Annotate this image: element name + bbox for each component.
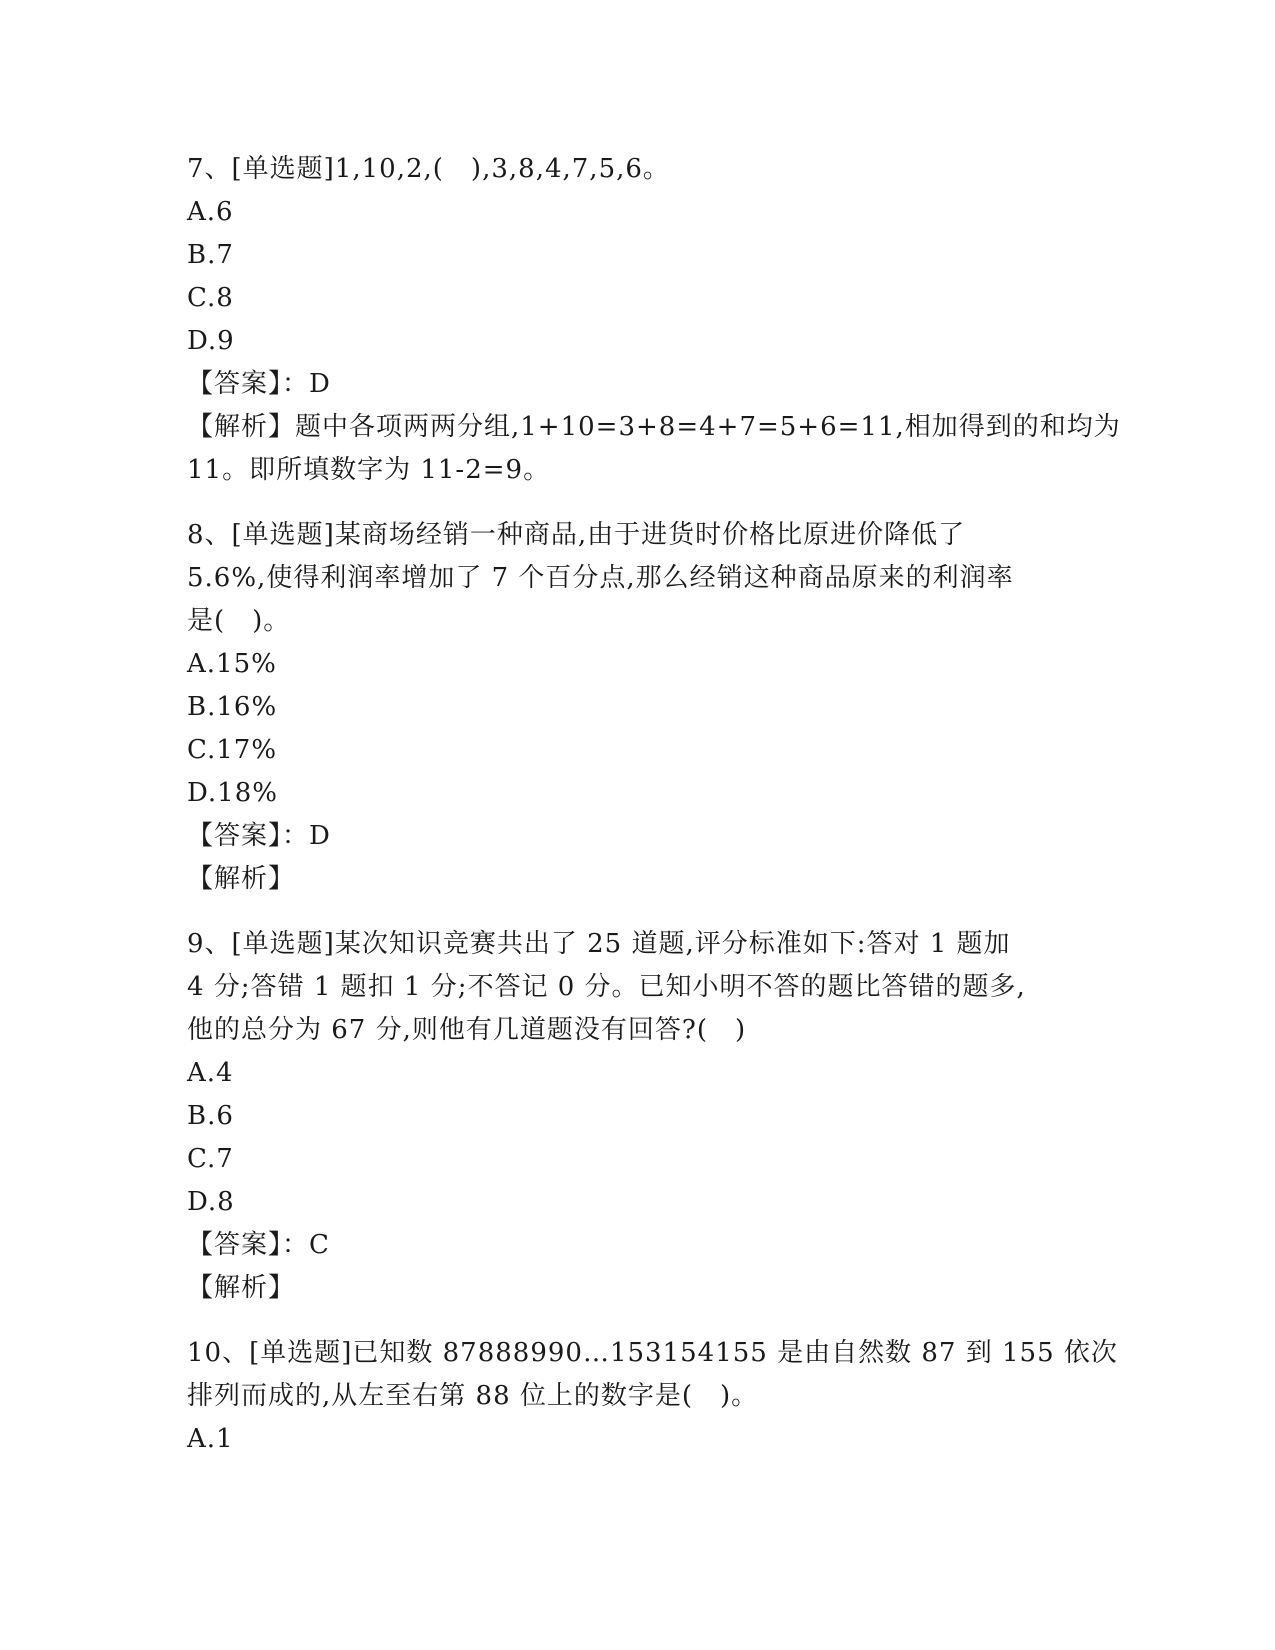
option-c: C.7 <box>187 1144 234 1174</box>
question-stem: 排列而成的,从左至右第 88 位上的数字是( )。 <box>187 1381 759 1411</box>
option-a: A.15% <box>187 649 277 679</box>
answer-line: 【答案】：C <box>187 1230 330 1260</box>
analysis-line: 【解析】 <box>187 864 296 894</box>
option-b: B.6 <box>187 1101 234 1131</box>
option-b: B.7 <box>187 240 234 270</box>
option-d: D.9 <box>187 326 235 356</box>
option-a: A.6 <box>187 197 234 227</box>
question-stem: 4 分;答错 1 题扣 1 分;不答记 0 分。已知小明不答的题比答错的题多, <box>187 972 1026 1002</box>
analysis-line: 11。即所填数字为 11-2=9。 <box>187 455 551 485</box>
question-stem: 他的总分为 67 分,则他有几道题没有回答?( ) <box>187 1015 747 1045</box>
question-stem: 是( )。 <box>187 606 291 636</box>
option-c: C.8 <box>187 283 234 313</box>
question-stem: 8、[单选题]某商场经销一种商品,由于进货时价格比原进价降低了 <box>187 520 966 550</box>
question-stem: 5.6%,使得利润率增加了 7 个百分点,那么经销这种商品原来的利润率 <box>187 563 1014 593</box>
option-d: D.18% <box>187 778 278 808</box>
question-7 <box>187 148 1121 492</box>
option-a: A.1 <box>187 1424 234 1454</box>
option-b: B.16% <box>187 692 278 722</box>
question-stem: 10、[单选题]已知数 87888990…153154155 是由自然数 87 到 155 依次 <box>187 1338 1118 1368</box>
question-stem: 7、[单选题]1,10,2,( ),3,8,4,7,5,6。 <box>187 154 670 184</box>
analysis-line: 【解析】 <box>187 1273 296 1303</box>
analysis-line: 【解析】题中各项两两分组,1+10=3+8=4+7=5+6=11,相加得到的和均为 <box>187 412 1121 442</box>
answer-line: 【答案】：D <box>187 821 331 851</box>
document-page <box>187 148 1121 1461</box>
question-stem: 9、[单选题]某次知识竞赛共出了 25 道题,评分标准如下:答对 1 题加 <box>187 929 1011 959</box>
question-9 <box>187 923 1087 1310</box>
question-8 <box>187 514 1087 901</box>
question-10 <box>187 1332 1118 1461</box>
option-c: C.17% <box>187 735 278 765</box>
answer-line: 【答案】：D <box>187 369 331 399</box>
option-a: A.4 <box>187 1058 234 1088</box>
option-d: D.8 <box>187 1187 235 1217</box>
